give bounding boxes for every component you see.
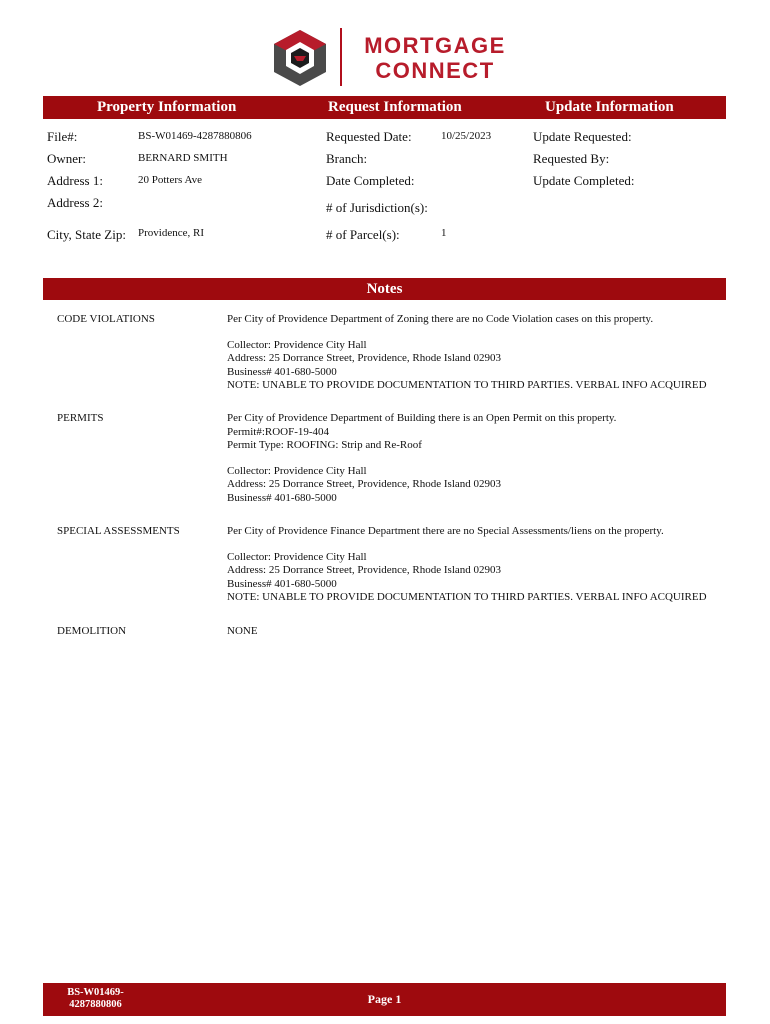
request-info-header: Request Information	[328, 99, 462, 115]
note-body-demolition	[227, 625, 258, 639]
note-line: Address: 25 Dorrance Street, Providence, Rhode Island 02903	[227, 564, 502, 576]
file-label: File#:	[47, 129, 78, 144]
logo-line-1: MORTGAGE	[364, 33, 506, 58]
city-state-zip-value: Providence, RI	[138, 227, 204, 239]
property-info-header: Property Information	[97, 99, 237, 115]
note-line: Address: 25 Dorrance Street, Providence, Rhode Island 02903	[227, 478, 502, 490]
owner-label: Owner:	[47, 151, 86, 166]
note-line: Address: 25 Dorrance Street, Providence, Rhode Island 02903	[227, 352, 502, 364]
note-line: NOTE: UNABLE TO PROVIDE DOCUMENTATION TO THIRD PARTIES. VERBAL INFO ACQUIRED	[227, 591, 707, 603]
city-state-zip-label: City, State Zip:	[47, 227, 126, 242]
note-line: NONE	[227, 625, 258, 637]
note-line: Per City of Providence Department of Building there is an Open Permit on this property.	[227, 412, 617, 424]
note-category-demolition: DEMOLITION	[57, 625, 127, 637]
branch-label: Branch:	[326, 151, 368, 166]
parcels-label: # of Parcel(s):	[326, 227, 400, 242]
file-value: BS-W01469-4287880806	[138, 130, 252, 142]
note-category-special-assessments: SPECIAL ASSESSMENTS	[57, 525, 180, 537]
owner-value: BERNARD SMITH	[138, 152, 228, 164]
mortgage-connect-logo-icon	[270, 28, 330, 88]
note-line: Collector: Providence City Hall	[227, 338, 367, 351]
requested-date-label: Requested Date:	[326, 129, 412, 144]
note-body-permits	[227, 412, 616, 505]
info-header-bar	[43, 96, 726, 119]
note-line: Per City of Providence Department of Zoning there are no Code Violation cases on this property.	[227, 313, 654, 325]
footer-file-line-2: 4287880806	[69, 999, 122, 1010]
note-line: Permit#:ROOF-19-404	[227, 425, 330, 438]
date-completed-label: Date Completed:	[326, 173, 415, 188]
requested-date-value: 10/25/2023	[441, 130, 492, 142]
note-body-code-violations	[227, 313, 707, 393]
note-line: Collector: Providence City Hall	[227, 550, 367, 563]
note-line: Permit Type: ROOFING: Strip and Re-Roof	[227, 439, 422, 451]
logo-line-2: CONNECT	[375, 58, 495, 83]
notes-header: Notes	[366, 281, 403, 297]
update-requested-label: Update Requested:	[533, 129, 632, 144]
address1-value: 20 Potters Ave	[138, 174, 202, 186]
logo-wordmark	[355, 33, 515, 83]
update-completed-label: Update Completed:	[533, 173, 635, 188]
note-line: Business# 401-680-5000	[227, 577, 337, 590]
footer-file-line-1: BS-W01469-	[67, 987, 124, 998]
note-line: Business# 401-680-5000	[227, 365, 337, 378]
footer-bar	[43, 983, 726, 1016]
note-line: Per City of Providence Finance Department there are no Special Assessments/liens on the property.	[227, 525, 664, 537]
parcels-value: 1	[441, 227, 447, 239]
logo-divider	[340, 28, 342, 86]
note-category-permits: PERMITS	[57, 412, 104, 424]
page-number: Page 1	[367, 992, 402, 1006]
address2-label: Address 2:	[47, 195, 103, 210]
note-line: NOTE: UNABLE TO PROVIDE DOCUMENTATION TO THIRD PARTIES. VERBAL INFO ACQUIRED	[227, 379, 707, 391]
requested-by-label: Requested By:	[533, 151, 610, 166]
jurisdictions-label: # of Jurisdiction(s):	[326, 200, 428, 215]
note-category-code-violations: CODE VIOLATIONS	[57, 313, 155, 325]
note-line: Business# 401-680-5000	[227, 491, 337, 504]
update-info-header: Update Information	[545, 99, 674, 115]
notes-header-bar	[43, 278, 726, 300]
address1-label: Address 1:	[47, 173, 103, 188]
note-body-special-assessments	[227, 525, 707, 605]
note-line: Collector: Providence City Hall	[227, 464, 367, 477]
